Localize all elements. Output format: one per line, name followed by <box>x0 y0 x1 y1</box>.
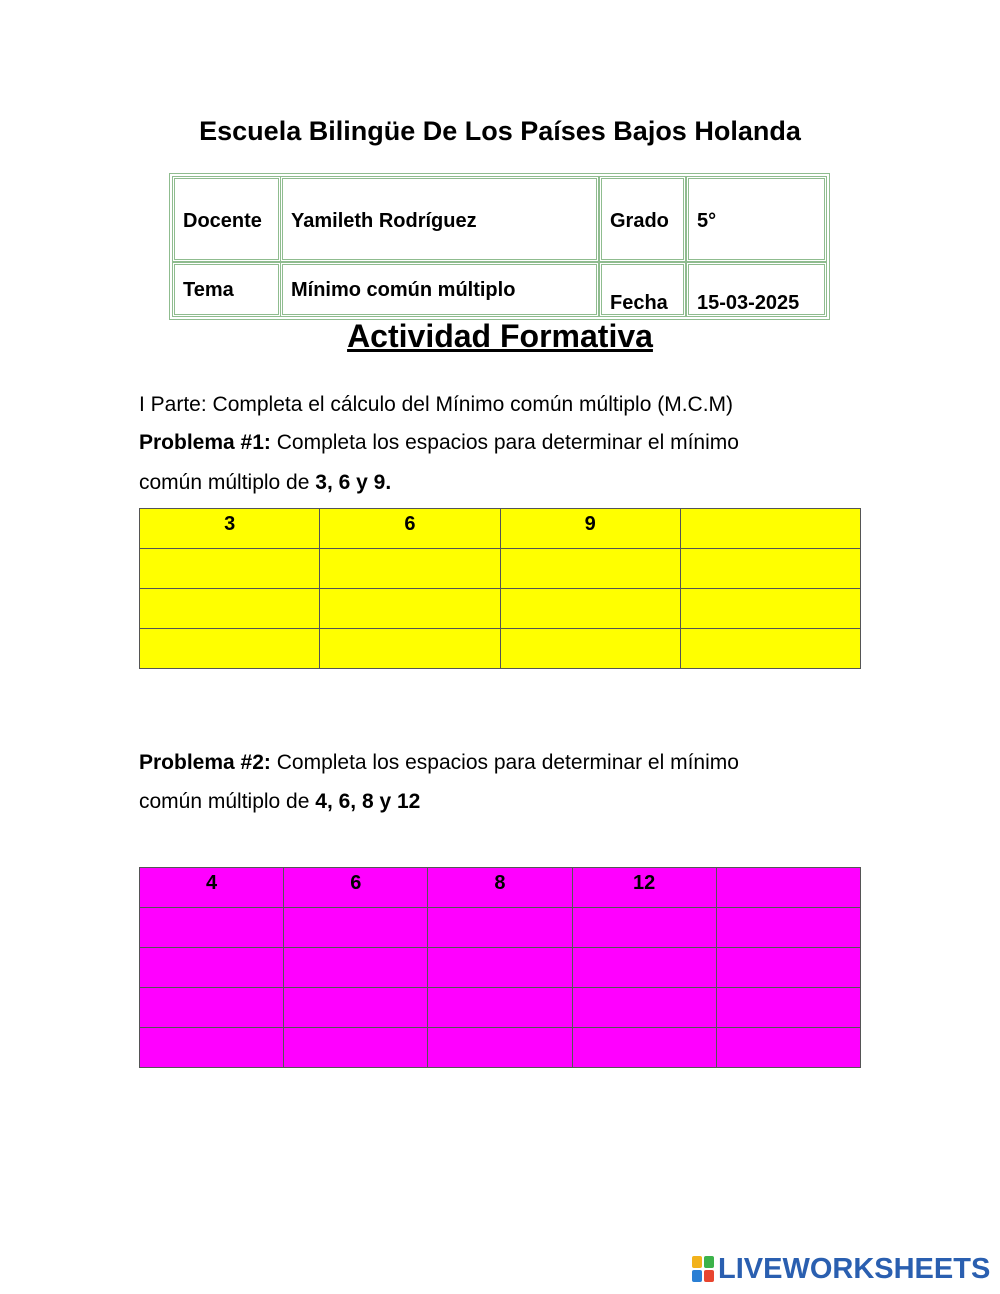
grid-cell[interactable] <box>428 1028 572 1068</box>
table-row <box>140 629 861 669</box>
grid-cell[interactable] <box>140 1028 284 1068</box>
table-row <box>140 589 861 629</box>
grid-cell[interactable] <box>140 908 284 948</box>
grid-cell[interactable] <box>284 948 428 988</box>
grid-cell[interactable] <box>284 908 428 948</box>
tema-label: Tema <box>183 279 234 301</box>
info-table <box>169 173 830 320</box>
problem2-text-line1: Completa los espacios para determinar el mínimo <box>270 751 739 774</box>
grid-cell[interactable]: 12 <box>572 868 716 908</box>
grid-cell[interactable] <box>572 1028 716 1068</box>
grado-value-cell <box>686 176 827 262</box>
liveworksheets-brand[interactable] <box>692 1253 990 1285</box>
grid-cell[interactable] <box>680 509 860 549</box>
grid-cell[interactable]: 6 <box>284 868 428 908</box>
grid-cell[interactable] <box>320 549 500 589</box>
fecha-value: 15-03-2025 <box>697 292 800 314</box>
table-row <box>140 509 861 549</box>
docente-value: Yamileth Rodríguez <box>291 210 477 232</box>
fecha-label: Fecha <box>610 292 668 314</box>
liveworksheets-logo-icon <box>692 1256 714 1282</box>
problem1-label: Problema #1: <box>139 431 271 454</box>
problem1-text-line2: común múltiplo de <box>139 471 316 494</box>
tema-value-cell <box>280 262 599 317</box>
problem1-line2 <box>139 471 391 495</box>
grid-cell[interactable] <box>680 629 860 669</box>
problem2-label: Problema #2: <box>139 751 271 774</box>
fecha-label-cell <box>599 262 686 317</box>
grid-cell[interactable] <box>284 1028 428 1068</box>
problem1-line1 <box>139 431 739 455</box>
grid-cell[interactable] <box>140 988 284 1028</box>
grid-cell[interactable] <box>716 1028 860 1068</box>
grid-cell[interactable] <box>428 988 572 1028</box>
grid-cell[interactable] <box>716 948 860 988</box>
table-row <box>140 948 861 988</box>
brand-text: LIVEWORKSHEETS <box>718 1252 991 1285</box>
grid-cell[interactable] <box>680 549 860 589</box>
problem2-numbers: 4, 6, 8 y 12 <box>315 790 421 813</box>
grid-cell[interactable] <box>320 629 500 669</box>
docente-value-cell <box>280 176 599 262</box>
grid-cell[interactable] <box>500 549 680 589</box>
grid-cell[interactable]: 9 <box>500 509 680 549</box>
part-instruction: I Parte: Completa el cálculo del Mínimo común múltiplo (M.C.M) <box>139 393 734 416</box>
grid-cell[interactable] <box>716 988 860 1028</box>
problem2-grid <box>139 867 861 1068</box>
grid-cell[interactable] <box>428 948 572 988</box>
problem1-grid <box>139 508 861 669</box>
problem1-numbers: 3, 6 y 9. <box>315 471 392 494</box>
grid-cell[interactable]: 8 <box>428 868 572 908</box>
tema-label-cell <box>172 262 281 317</box>
grid-cell[interactable] <box>572 948 716 988</box>
grado-label-cell <box>599 176 686 262</box>
table-row <box>140 868 861 908</box>
grado-label: Grado <box>610 210 669 232</box>
grid-cell[interactable] <box>140 589 320 629</box>
grid-cell[interactable] <box>428 908 572 948</box>
grid-cell[interactable]: 3 <box>140 509 320 549</box>
table-row <box>140 1028 861 1068</box>
table-row <box>140 549 861 589</box>
grid-cell[interactable] <box>716 908 860 948</box>
tema-value: Mínimo común múltiplo <box>291 279 516 301</box>
grid-cell[interactable]: 6 <box>320 509 500 549</box>
grid-cell[interactable] <box>572 988 716 1028</box>
table-row <box>140 908 861 948</box>
docente-label: Docente <box>183 210 262 232</box>
activity-title: Actividad Formativa <box>347 318 653 354</box>
grid-cell[interactable] <box>572 908 716 948</box>
grid-cell[interactable] <box>500 589 680 629</box>
problem1-text-line1: Completa los espacios para determinar el mínimo <box>270 431 739 454</box>
grid-cell[interactable] <box>284 988 428 1028</box>
fecha-value-cell <box>686 262 827 317</box>
table-row <box>140 988 861 1028</box>
grado-value: 5° <box>697 210 717 232</box>
grid-cell[interactable] <box>500 629 680 669</box>
docente-label-cell <box>172 176 281 262</box>
grid-cell[interactable] <box>716 868 860 908</box>
grid-cell[interactable] <box>140 549 320 589</box>
grid-cell[interactable] <box>140 948 284 988</box>
problem2-line2 <box>139 790 420 814</box>
problem2-line1 <box>139 751 739 775</box>
school-title: Escuela Bilingüe De Los Países Bajos Holanda <box>199 116 801 146</box>
grid-cell[interactable]: 4 <box>140 868 284 908</box>
grid-cell[interactable] <box>140 629 320 669</box>
grid-cell[interactable] <box>320 589 500 629</box>
problem2-text-line2: común múltiplo de <box>139 790 316 813</box>
grid-cell[interactable] <box>680 589 860 629</box>
